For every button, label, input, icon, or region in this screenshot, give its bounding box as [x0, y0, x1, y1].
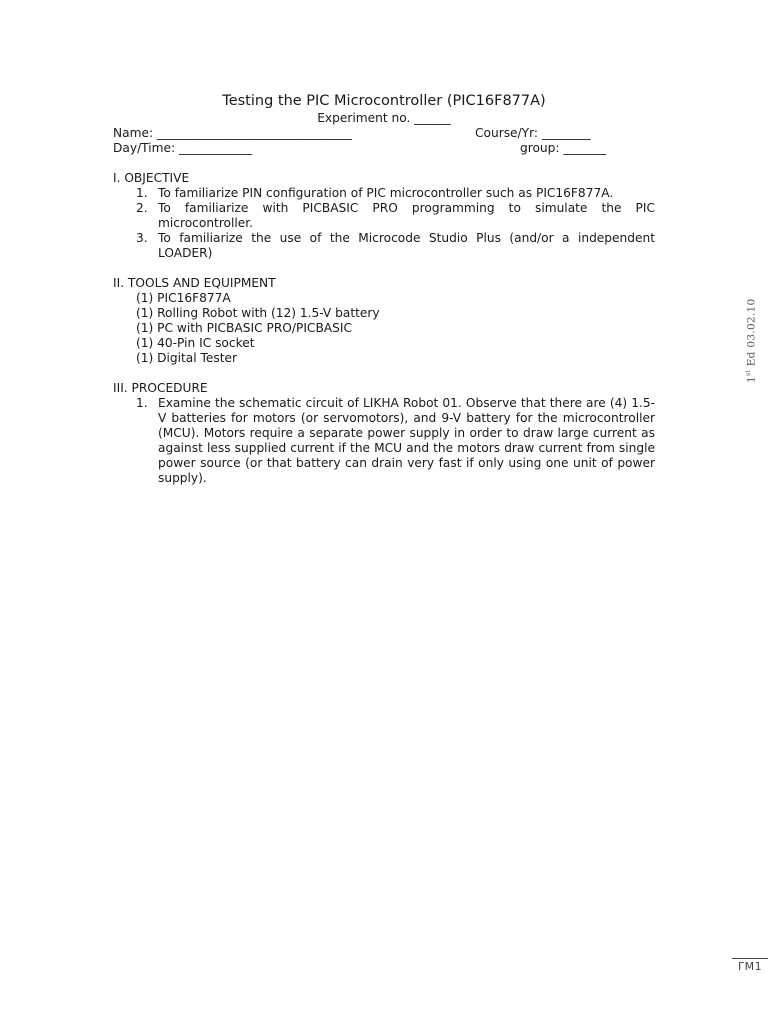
experiment-number-field: Experiment no. ______ [317, 111, 451, 125]
tool-item: (1) Digital Tester [136, 351, 238, 365]
tools-heading: II. TOOLS AND EQUIPMENT [113, 276, 276, 290]
tool-item: (1) Rolling Robot with (12) 1.5-V battery [136, 306, 380, 320]
objective-item [136, 186, 655, 201]
objective-heading: I. OBJECTIVE [113, 171, 190, 185]
course-year-field: Course/Yr: ________ [475, 126, 591, 140]
edition-ordinal: 1 [745, 376, 758, 383]
document-title: Testing the PIC Microcontroller (PIC16F877A) [222, 93, 546, 109]
list-number: 1. [136, 396, 148, 410]
procedure-item [136, 396, 655, 486]
procedure-heading: III. PROCEDURE [113, 381, 208, 395]
tool-item: (1) PIC16F877A [136, 291, 231, 305]
edition-margin-note [745, 293, 758, 383]
footer-rule [732, 958, 768, 959]
objective-item [136, 201, 655, 231]
tool-item: (1) 40-Pin IC socket [136, 336, 255, 350]
edition-date: Ed 03.02.10 [745, 298, 758, 367]
group-field: group: _______ [520, 141, 607, 155]
list-item-text: To familiarize PIN configuration of PIC microcontroller such as PIC16F877A. [158, 186, 614, 200]
objective-item [136, 231, 655, 261]
footer-code: ΓM1 [738, 960, 763, 973]
list-item-text: To familiarize the use of the Microcode Studio Plus (and/or a independent LOADER) [158, 231, 655, 260]
name-field: Name: ________________________________ [113, 126, 352, 140]
list-number: 1. [136, 186, 148, 200]
list-item-text: Examine the schematic circuit of LIKHA Robot 01. Observe that there are (4) 1.5-V batteries for motors (or servomotors), and 9-V battery for the microcontroller (MCU). Motors require a separate power supply in order to draw large current as against less supplied current if the MCU and the motors draw current from single power source (or that battery can drain very fast if only using one unit of power supply). [158, 396, 655, 485]
tool-item: (1) PC with PICBASIC PRO/PICBASIC [136, 321, 352, 335]
list-item-text: To familiarize with PICBASIC PRO programming to simulate the PIC microcontroller. [158, 201, 655, 230]
edition-ordinal-suffix: st [745, 369, 752, 377]
day-time-field: Day/Time: ____________ [113, 141, 253, 155]
list-number: 3. [136, 231, 148, 245]
list-number: 2. [136, 201, 148, 215]
